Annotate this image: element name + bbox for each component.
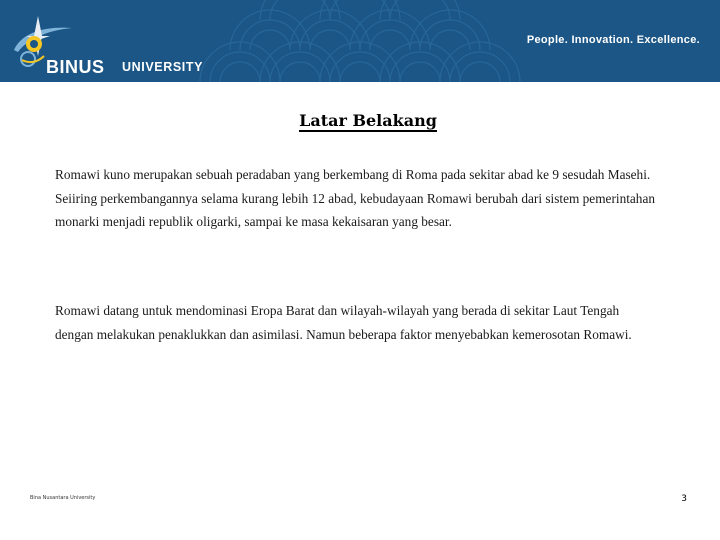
page-number: 3 bbox=[681, 494, 687, 504]
paragraph-2: Romawi datang untuk mendominasi Eropa Barat dan wilayah-wilayah yang berada di sekitar Laut Tengah dengan melakukan penaklukkan dan asimilasi. Namun beberapa faktor menyebabkan kemerosotan Romawi. bbox=[55, 303, 632, 342]
brand-name: BINUS bbox=[46, 57, 105, 77]
paragraph-1: Romawi kuno merupakan sebuah peradaban yang berkembang di Roma pada sekitar abad ke 9 sesudah Masehi. Seiiring perkembangannya selama kurang lebih 12 abad, kebudayaan Romawi berubah dari sistem pemerintahan monarki menjadi republik oligarki, sampai ke masa kekaisaran yang besar. bbox=[55, 167, 656, 229]
slide-title-container bbox=[0, 96, 720, 134]
tagline: People. Innovation. Excellence. bbox=[526, 34, 700, 46]
binus-logo bbox=[12, 14, 212, 77]
brand-suffix: UNIVERSITY bbox=[122, 60, 204, 74]
slide-title: Latar Belakang bbox=[299, 111, 437, 132]
footer-copyright: Bina Nusantara University bbox=[30, 495, 96, 501]
header-banner bbox=[0, 0, 720, 82]
